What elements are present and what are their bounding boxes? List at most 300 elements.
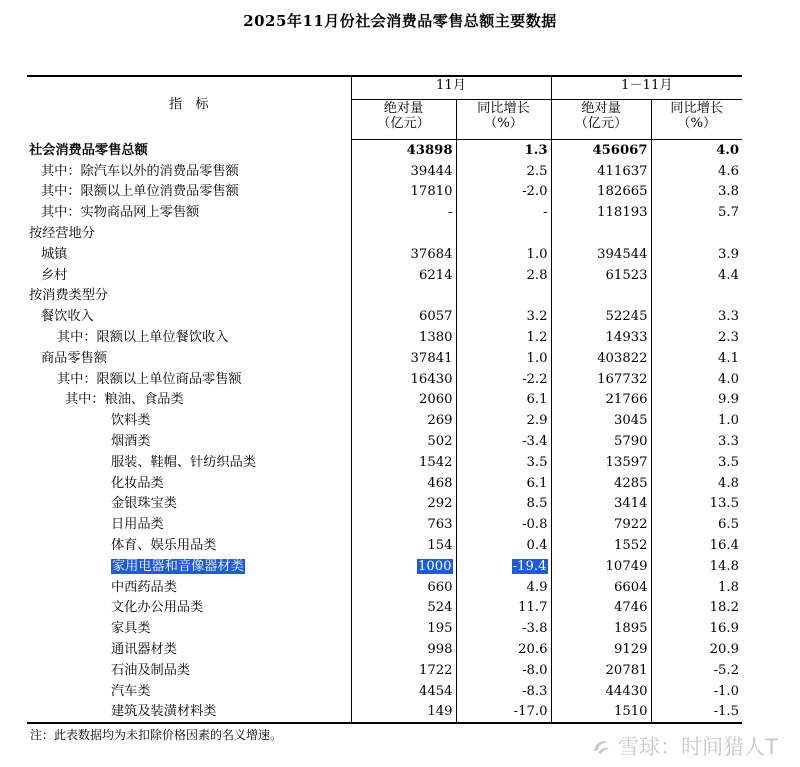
abs-unit: （亿元） xyxy=(574,116,628,132)
ytd-abs-cell-value: 13597 xyxy=(605,454,648,470)
month-yoy-cell xyxy=(456,639,551,660)
month-yoy-cell xyxy=(456,161,551,182)
table-row xyxy=(27,390,742,411)
month-yoy-cell xyxy=(456,390,551,411)
ytd-yoy-cell-value: 3.5 xyxy=(718,454,740,470)
ytd-yoy-cell xyxy=(651,306,742,327)
month-yoy-cell-value: 0.4 xyxy=(526,537,548,553)
ytd-yoy-cell-value: 4.1 xyxy=(718,350,740,366)
month-yoy-header xyxy=(456,100,551,140)
month-yoy-cell xyxy=(456,244,551,265)
table-row xyxy=(27,598,742,619)
ytd-yoy-cell-value: 4.0 xyxy=(718,371,740,387)
abs-unit: （亿元） xyxy=(377,116,430,132)
ytd-yoy-cell-value: 3.9 xyxy=(718,246,740,262)
ytd-yoy-cell-value: 1.0 xyxy=(718,413,740,429)
ytd-abs-cell-value: 52245 xyxy=(605,309,648,325)
ytd-yoy-cell-value: 4.8 xyxy=(718,475,740,491)
month-abs-cell-value: 660 xyxy=(427,579,453,595)
month-abs-cell xyxy=(351,390,456,411)
ytd-yoy-cell xyxy=(651,327,742,348)
ytd-abs-cell-value: 14933 xyxy=(605,329,648,345)
month-yoy-cell xyxy=(456,618,551,639)
month-yoy-cell-value: -8.0 xyxy=(522,662,548,678)
month-yoy-cell xyxy=(456,348,551,369)
ytd-abs-cell xyxy=(551,556,651,577)
ytd-abs-cell-value: 4746 xyxy=(613,600,648,616)
ytd-abs-cell xyxy=(551,535,651,556)
row-label-text: 中西药品类 xyxy=(111,579,177,595)
ytd-yoy-cell-value: 4.4 xyxy=(718,267,740,283)
month-yoy-cell xyxy=(456,369,551,390)
month-yoy-cell xyxy=(456,202,551,223)
table-row xyxy=(27,431,742,452)
yoy-label: 同比增长 xyxy=(477,101,530,116)
ytd-yoy-cell-value: 4.0 xyxy=(716,142,740,158)
row-label xyxy=(27,244,351,265)
month-abs-header xyxy=(351,100,456,140)
month-abs-cell-value: 154 xyxy=(427,537,453,553)
row-label-text: 家具类 xyxy=(111,621,151,637)
ytd-yoy-cell xyxy=(651,286,742,307)
ytd-yoy-cell xyxy=(651,182,742,203)
row-label xyxy=(27,473,351,494)
ytd-abs-cell xyxy=(551,473,651,494)
ytd-yoy-cell xyxy=(651,702,742,724)
row-label-text: 建筑及装潢材料类 xyxy=(111,704,217,720)
row-label-text: 饮料类 xyxy=(111,413,151,429)
month-yoy-cell-value: 1.0 xyxy=(526,246,548,262)
month-yoy-cell xyxy=(456,473,551,494)
ytd-abs-cell-value: 4285 xyxy=(613,475,648,491)
table-row xyxy=(27,348,742,369)
ytd-abs-cell-value: 394544 xyxy=(597,246,648,262)
ytd-yoy-cell xyxy=(651,577,742,598)
ytd-abs-cell-value: 167732 xyxy=(597,371,648,387)
month-yoy-cell-value: 1.2 xyxy=(526,329,548,345)
month-abs-cell-value: 292 xyxy=(427,496,453,512)
month-yoy-cell xyxy=(456,223,551,244)
ytd-yoy-cell xyxy=(651,681,742,702)
month-yoy-cell xyxy=(456,494,551,515)
indicator-header xyxy=(27,76,351,140)
ytd-yoy-cell xyxy=(651,202,742,223)
ytd-yoy-cell-value: 6.5 xyxy=(718,517,740,533)
ytd-abs-cell-value: 3414 xyxy=(613,496,648,512)
page-title: 2025年11月份社会消费品零售总额主要数据 xyxy=(243,12,557,30)
ytd-abs-cell xyxy=(551,306,651,327)
month-abs-cell-value: 37841 xyxy=(410,350,453,366)
ytd-abs-cell-value: 44430 xyxy=(605,683,648,699)
ytd-abs-cell xyxy=(551,140,651,161)
ytd-abs-cell-value: 403822 xyxy=(597,350,648,366)
row-label xyxy=(27,390,351,411)
month-abs-cell xyxy=(351,556,456,577)
month-abs-cell-value: 16430 xyxy=(410,371,453,387)
row-label-text: 其中：限额以上单位消费品零售额 xyxy=(41,184,239,200)
row-label xyxy=(27,535,351,556)
ytd-yoy-cell-value: 4.6 xyxy=(718,163,740,179)
ytd-yoy-cell xyxy=(651,369,742,390)
month-yoy-cell-value: - xyxy=(543,205,548,221)
month-abs-cell-value: 1722 xyxy=(418,662,453,678)
watermark-text: 雪球：时间猎人T xyxy=(618,735,778,759)
month-abs-cell-value: 1380 xyxy=(418,329,453,345)
ytd-yoy-cell-value: 20.9 xyxy=(709,641,740,657)
month-abs-cell-value: 1000 xyxy=(417,558,452,574)
ytd-yoy-cell xyxy=(651,140,742,161)
row-label-text: 烟酒类 xyxy=(111,433,151,449)
row-label xyxy=(27,327,351,348)
month-yoy-cell-value: 3.2 xyxy=(526,309,548,325)
row-label-text: 通讯器材类 xyxy=(111,641,177,657)
ytd-abs-cell-value: 7922 xyxy=(613,517,648,533)
row-label-text: 按消费类型分 xyxy=(29,288,109,304)
month-abs-cell xyxy=(351,535,456,556)
ytd-abs-cell-value: 10749 xyxy=(605,558,648,574)
table-row xyxy=(27,535,742,556)
month-abs-cell xyxy=(351,452,456,473)
month-yoy-cell-value: 2.5 xyxy=(526,163,548,179)
table-row xyxy=(27,556,742,577)
month-yoy-cell-value: 20.6 xyxy=(518,641,548,657)
month-abs-cell-value: 763 xyxy=(427,517,453,533)
ytd-abs-cell-value: 21766 xyxy=(605,392,648,408)
row-label-text: 家用电器和音像器材类 xyxy=(112,558,244,574)
row-label xyxy=(27,223,351,244)
ytd-yoy-header xyxy=(651,100,742,140)
yoy-unit: （%） xyxy=(484,116,523,132)
month-abs-cell xyxy=(351,494,456,515)
row-label xyxy=(27,660,351,681)
month-yoy-cell xyxy=(456,702,551,724)
ytd-abs-cell xyxy=(551,639,651,660)
month-abs-cell xyxy=(351,306,456,327)
month-yoy-cell-value: 1.0 xyxy=(526,350,548,366)
ytd-abs-cell-value: 456067 xyxy=(592,142,648,158)
ytd-abs-cell-value: 118193 xyxy=(597,205,648,221)
month-yoy-cell-value: -17.0 xyxy=(513,704,548,720)
ytd-yoy-cell xyxy=(651,390,742,411)
ytd-yoy-cell xyxy=(651,598,742,619)
ytd-yoy-cell-value: 1.8 xyxy=(718,579,740,595)
snowball-logo-icon xyxy=(590,735,612,757)
month-abs-cell xyxy=(351,431,456,452)
table-row xyxy=(27,618,742,639)
ytd-yoy-cell-value: -1.5 xyxy=(713,704,740,720)
month-yoy-cell-value: 3.5 xyxy=(526,454,548,470)
table-row xyxy=(27,702,742,724)
month-abs-cell xyxy=(351,598,456,619)
ytd-abs-cell xyxy=(551,660,651,681)
ytd-yoy-cell-value: 3.8 xyxy=(718,184,740,200)
row-label xyxy=(27,286,351,307)
ytd-abs-cell xyxy=(551,161,651,182)
month-yoy-cell-value: 2.9 xyxy=(526,413,548,429)
month-yoy-cell-value: 4.9 xyxy=(526,579,548,595)
ytd-yoy-cell-value: 9.9 xyxy=(718,392,740,408)
month-abs-cell-value: 195 xyxy=(427,621,453,637)
month-yoy-cell-value: 6.1 xyxy=(526,392,548,408)
month-yoy-cell-value: 8.5 xyxy=(526,496,548,512)
row-label-text: 乡村 xyxy=(41,267,68,283)
month-yoy-cell xyxy=(456,556,551,577)
row-label-text: 其中：除汽车以外的消费品零售额 xyxy=(41,163,239,179)
row-label xyxy=(27,410,351,431)
ytd-yoy-cell xyxy=(651,265,742,286)
month-abs-cell-value: 6214 xyxy=(418,267,453,283)
month-abs-cell-value: 6057 xyxy=(418,309,453,325)
month-yoy-cell xyxy=(456,140,551,161)
ytd-yoy-cell xyxy=(651,161,742,182)
ytd-header: 1－11月 xyxy=(551,76,742,100)
row-label-text: 其中：实物商品网上零售额 xyxy=(41,205,200,221)
month-yoy-cell-value: -3.4 xyxy=(522,433,548,449)
month-abs-cell xyxy=(351,140,456,161)
row-label xyxy=(27,306,351,327)
month-abs-cell xyxy=(351,286,456,307)
row-label xyxy=(27,598,351,619)
ytd-yoy-cell-value: -1.0 xyxy=(713,683,740,699)
ytd-abs-cell-value: 3045 xyxy=(613,413,648,429)
table-row xyxy=(27,473,742,494)
month-abs-cell-value: 4454 xyxy=(418,683,453,699)
month-yoy-cell xyxy=(456,577,551,598)
table-row xyxy=(27,161,742,182)
footnote: 注：此表数据均为未扣除价格因素的名义增速。 xyxy=(30,728,283,742)
ytd-yoy-cell-value: 14.8 xyxy=(709,558,740,574)
month-abs-cell xyxy=(351,639,456,660)
month-yoy-cell xyxy=(456,182,551,203)
ytd-yoy-cell xyxy=(651,660,742,681)
ytd-abs-cell xyxy=(551,369,651,390)
row-label-text: 服装、鞋帽、针纺织品类 xyxy=(111,454,257,470)
table-row xyxy=(27,639,742,660)
month-abs-cell xyxy=(351,410,456,431)
month-yoy-cell xyxy=(456,431,551,452)
month-yoy-cell-value: 1.3 xyxy=(524,142,548,158)
month-header: 11月 xyxy=(351,76,551,100)
table-row xyxy=(27,306,742,327)
month-yoy-cell xyxy=(456,410,551,431)
month-abs-cell xyxy=(351,618,456,639)
month-abs-cell xyxy=(351,161,456,182)
table-row xyxy=(27,369,742,390)
abs-label: 绝对量 xyxy=(581,101,621,116)
row-label-text: 石油及制品类 xyxy=(111,662,191,678)
row-label-text: 其中：限额以上单位商品零售额 xyxy=(57,371,242,387)
table-row xyxy=(27,244,742,265)
ytd-yoy-cell-value: 18.2 xyxy=(709,600,740,616)
row-label xyxy=(27,140,351,161)
data-table xyxy=(27,75,742,724)
row-label xyxy=(27,369,351,390)
ytd-yoy-cell-value: 3.3 xyxy=(718,309,740,325)
month-abs-cell-value: 149 xyxy=(427,704,453,720)
ytd-abs-cell xyxy=(551,202,651,223)
month-abs-cell xyxy=(351,681,456,702)
ytd-abs-cell-value: 5790 xyxy=(613,433,648,449)
table-row xyxy=(27,286,742,307)
table-row xyxy=(27,223,742,244)
month-abs-cell xyxy=(351,327,456,348)
ytd-abs-cell-value: 61523 xyxy=(605,267,648,283)
ytd-yoy-cell xyxy=(651,223,742,244)
ytd-yoy-cell xyxy=(651,348,742,369)
ytd-abs-cell-value: 9129 xyxy=(613,641,648,657)
ytd-yoy-cell-value: 16.9 xyxy=(709,621,740,637)
month-abs-cell-value: 468 xyxy=(427,475,453,491)
ytd-yoy-cell-value: 13.5 xyxy=(709,496,740,512)
row-label-text: 其中：粮油、食品类 xyxy=(65,392,184,408)
month-abs-cell xyxy=(351,265,456,286)
table-row xyxy=(27,202,742,223)
ytd-abs-cell xyxy=(551,410,651,431)
ytd-abs-cell-value: 6604 xyxy=(613,579,648,595)
ytd-yoy-cell-value: 16.4 xyxy=(709,537,740,553)
month-abs-cell xyxy=(351,702,456,724)
month-yoy-cell xyxy=(456,598,551,619)
row-label-text: 社会消费品零售总额 xyxy=(29,142,148,158)
ytd-abs-cell-value: 1895 xyxy=(613,621,648,637)
month-abs-cell-value: 39444 xyxy=(410,163,453,179)
ytd-abs-cell xyxy=(551,618,651,639)
table-row xyxy=(27,494,742,515)
month-abs-cell xyxy=(351,577,456,598)
ytd-abs-cell xyxy=(551,577,651,598)
table-row xyxy=(27,182,742,203)
row-label-text: 汽车类 xyxy=(111,683,151,699)
month-yoy-cell-value: -0.8 xyxy=(522,517,548,533)
month-yoy-cell-value: -8.3 xyxy=(522,683,548,699)
month-abs-cell-value: 269 xyxy=(427,413,453,429)
yoy-unit: （%） xyxy=(677,116,717,132)
yoy-label: 同比增长 xyxy=(670,101,724,116)
row-label xyxy=(27,202,351,223)
row-label xyxy=(27,431,351,452)
ytd-abs-cell xyxy=(551,681,651,702)
ytd-abs-cell-value: 411637 xyxy=(597,163,648,179)
row-label xyxy=(27,161,351,182)
table-row xyxy=(27,514,742,535)
table-row xyxy=(27,327,742,348)
ytd-abs-cell-value: 1552 xyxy=(613,537,648,553)
ytd-yoy-cell-value: 3.3 xyxy=(718,433,740,449)
ytd-yoy-cell-value: 5.7 xyxy=(718,205,740,221)
ytd-yoy-cell xyxy=(651,639,742,660)
month-yoy-cell xyxy=(456,306,551,327)
month-abs-cell-value: 43898 xyxy=(406,142,453,158)
ytd-yoy-cell xyxy=(651,410,742,431)
row-label xyxy=(27,702,351,724)
month-yoy-cell-value: 6.1 xyxy=(526,475,548,491)
ytd-yoy-cell xyxy=(651,473,742,494)
ytd-yoy-cell xyxy=(651,514,742,535)
month-yoy-cell-value: 2.8 xyxy=(526,267,548,283)
table-row xyxy=(27,265,742,286)
month-yoy-cell xyxy=(456,681,551,702)
ytd-abs-cell-value: 1510 xyxy=(613,704,648,720)
ytd-abs-cell-value: 182665 xyxy=(597,184,648,200)
row-label-text: 文化办公用品类 xyxy=(111,600,204,616)
ytd-yoy-cell xyxy=(651,494,742,515)
month-yoy-cell xyxy=(456,514,551,535)
ytd-yoy-cell xyxy=(651,556,742,577)
table-row xyxy=(27,681,742,702)
ytd-abs-cell xyxy=(551,265,651,286)
row-label xyxy=(27,639,351,660)
row-label-text: 日用品类 xyxy=(111,517,164,533)
ytd-abs-cell-value: 20781 xyxy=(605,662,648,678)
month-abs-cell xyxy=(351,202,456,223)
row-label-text: 餐饮收入 xyxy=(41,309,94,325)
ytd-abs-header xyxy=(551,100,651,140)
month-yoy-cell-value: 11.7 xyxy=(518,600,548,616)
month-abs-cell xyxy=(351,182,456,203)
month-abs-cell-value: - xyxy=(448,205,453,221)
month-yoy-cell xyxy=(456,660,551,681)
watermark xyxy=(590,731,778,761)
month-yoy-cell xyxy=(456,286,551,307)
ytd-yoy-cell xyxy=(651,618,742,639)
month-yoy-cell xyxy=(456,327,551,348)
month-abs-cell-value: 17810 xyxy=(410,184,453,200)
row-label-text: 体育、娱乐用品类 xyxy=(111,537,217,553)
ytd-abs-cell xyxy=(551,390,651,411)
ytd-yoy-cell xyxy=(651,244,742,265)
row-label xyxy=(27,577,351,598)
month-yoy-cell-value: -3.8 xyxy=(522,621,548,637)
row-label xyxy=(27,182,351,203)
ytd-abs-cell xyxy=(551,702,651,724)
row-label-text: 商品零售额 xyxy=(41,350,107,366)
ytd-abs-cell xyxy=(551,452,651,473)
month-yoy-cell xyxy=(456,535,551,556)
month-abs-cell xyxy=(351,660,456,681)
row-label xyxy=(27,452,351,473)
abs-label: 绝对量 xyxy=(383,101,424,116)
row-label xyxy=(27,556,351,577)
ytd-yoy-cell-value: 2.3 xyxy=(718,329,740,345)
table-row xyxy=(27,577,742,598)
ytd-yoy-cell xyxy=(651,431,742,452)
ytd-abs-cell xyxy=(551,514,651,535)
month-yoy-cell-value: -19.4 xyxy=(512,558,547,574)
ytd-abs-cell xyxy=(551,327,651,348)
row-label xyxy=(27,494,351,515)
ytd-abs-cell xyxy=(551,598,651,619)
ytd-yoy-cell xyxy=(651,452,742,473)
month-abs-cell xyxy=(351,473,456,494)
table-row xyxy=(27,410,742,431)
month-abs-cell xyxy=(351,514,456,535)
row-label-text: 其中：限额以上单位餐饮收入 xyxy=(57,329,229,345)
month-yoy-cell xyxy=(456,265,551,286)
month-abs-cell-value: 1542 xyxy=(418,454,453,470)
row-label xyxy=(27,514,351,535)
ytd-abs-cell xyxy=(551,182,651,203)
row-label xyxy=(27,348,351,369)
indicator-header-label: 指 标 xyxy=(168,97,209,112)
month-yoy-cell xyxy=(456,452,551,473)
month-abs-cell xyxy=(351,223,456,244)
row-label-text: 按经营地分 xyxy=(29,225,95,241)
month-yoy-cell-value: -2.0 xyxy=(522,184,548,200)
ytd-abs-cell xyxy=(551,494,651,515)
ytd-abs-cell xyxy=(551,244,651,265)
ytd-yoy-cell-value: -5.2 xyxy=(713,662,740,678)
row-label xyxy=(27,618,351,639)
